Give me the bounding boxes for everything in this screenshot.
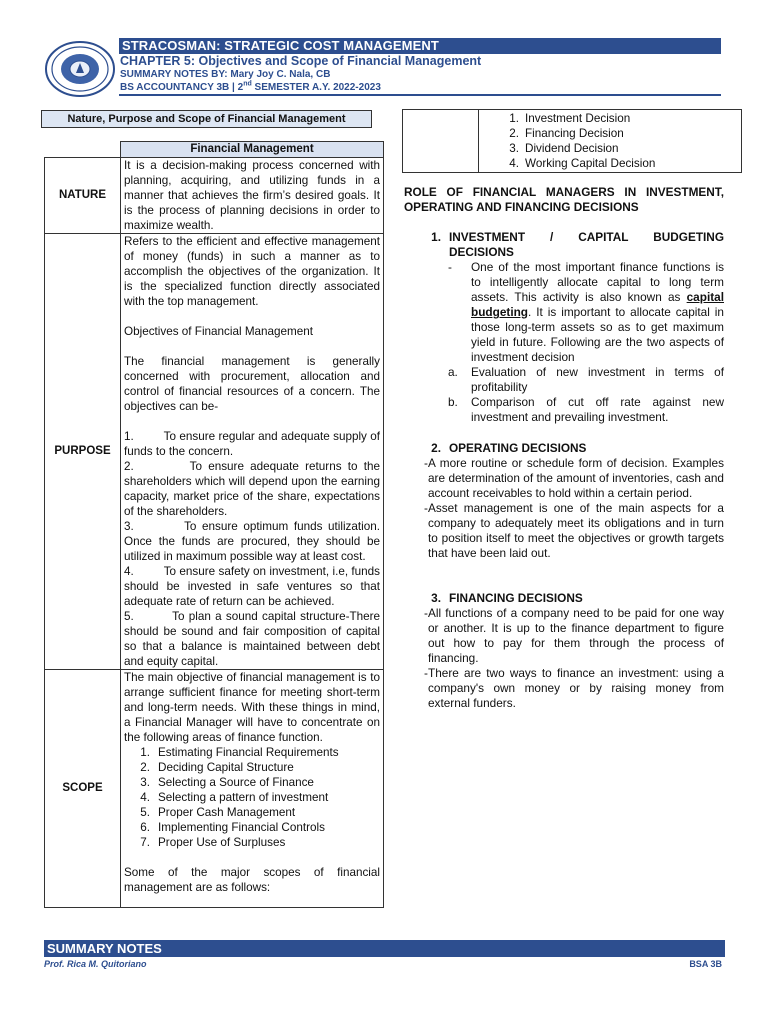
list-item: b. Comparison of cut off rate against new investment and prevailing investment.: [448, 395, 724, 424]
list-item: 6. Implementing Financial Controls: [140, 821, 325, 834]
scope-areas-list: [124, 745, 380, 850]
list-item: 7. Proper Use of Surpluses: [140, 836, 286, 849]
purpose-paragraph-1: Refers to the efficient and effective management of money (funds) in such a manner as to accomplish the objectives of the organization. It is the specialized function directly associated with the top management.: [124, 235, 380, 308]
list-item: 2. Deciding Capital Structure: [140, 761, 294, 774]
university-seal-logo: [44, 40, 116, 98]
decisions-blank-cell: [403, 110, 479, 173]
financial-management-table: [44, 141, 384, 908]
list-item: 3. To ensure optimum funds utilization. Once the funds are procured, they should be utilized in maximum possible way at least cost.: [124, 520, 380, 563]
table-row-purpose: [45, 234, 384, 670]
scope-intro: The main objective of financial management is to arrange sufficient finance for meeting short-term and long-term needs. With these things in mind, a Financial Manager will have to concentrate on the following areas of finance function.: [124, 671, 380, 744]
class-semester: [119, 81, 721, 96]
footer-bar: SUMMARY NOTES: [44, 940, 725, 957]
list-item: 1. Estimating Financial Requirements: [140, 746, 339, 759]
list-item: 5. Proper Cash Management: [140, 806, 296, 819]
investment-section: [404, 230, 724, 425]
list-item: 2. To ensure adequate returns to the shareholders which will depend upon the earning capacity, market price of the share, expectations of the shareholders.: [124, 460, 380, 518]
table-corner-cell: [45, 142, 121, 158]
table-row-scope: [45, 670, 384, 908]
table-heading: Financial Management: [121, 142, 384, 158]
purpose-paragraph-3: The financial management is generally concerned with procurement, allocation and control of financial resources of a concern. The objectives can be-: [124, 355, 380, 413]
list-item: a. Evaluation of new investment in terms of profitability: [448, 365, 724, 394]
scope-text: [121, 670, 384, 908]
financing-section: [404, 591, 724, 711]
chapter-title: CHAPTER 5: Objectives and Scope of Financial Management: [120, 54, 482, 68]
list-item: 1. To ensure regular and adequate supply of funds to the concern.: [124, 430, 380, 458]
row-label-scope: SCOPE: [45, 670, 121, 908]
list-item: 3. Dividend Decision: [509, 142, 619, 155]
nature-text: [121, 158, 384, 234]
list-item: 4. Selecting a pattern of investment: [140, 791, 329, 804]
scope-outro: Some of the major scopes of financial management are as follows:: [124, 866, 380, 894]
class-suffix: SEMESTER A.Y. 2022-2023: [251, 82, 381, 93]
list-item: 4. To ensure safety on investment, i.e, funds should be invested in safe ventures so that adequate rate of return can be achieved.: [124, 565, 381, 608]
list-item: 1. Investment Decision: [509, 112, 631, 125]
purpose-paragraph-2: Objectives of Financial Management: [124, 325, 314, 338]
list-item: - One of the most important finance functions is to intelligently allocate capital to long term assets. This activity is also known as capital budgeting. It is important to allocate capital in those long-term assets so as to get maximum yield in future. Following are the two aspects of investment decision: [448, 260, 724, 364]
decisions-list: [479, 110, 742, 173]
list-item: - A more routine or schedule form of decision. Examples are determination of the amount of inventories, cash and account receivables to hold within a certain period.: [424, 456, 724, 500]
table-row-nature: [45, 158, 384, 234]
list-item: 4. Working Capital Decision: [509, 157, 656, 170]
financing-title: 3. FINANCING DECISIONS: [431, 591, 583, 605]
row-label-purpose: PURPOSE: [45, 234, 121, 670]
row-label-nature: NATURE: [45, 158, 121, 234]
list-item: 5. To plan a sound capital structure-There should be sound and fair composition of capital so that a balance is maintained between debt and equity capital.: [124, 610, 380, 668]
operating-title: 2. OPERATING DECISIONS: [431, 441, 587, 455]
footer-class: BSA 3B: [689, 959, 722, 969]
course-title: STRACOSMAN: STRATEGIC COST MANAGEMENT: [119, 38, 721, 54]
role-heading: ROLE OF FINANCIAL MANAGERS IN INVESTMENT, OPERATING AND FINANCING DECISIONS: [404, 185, 724, 214]
section-heading-box: Nature, Purpose and Scope of Financial Management: [41, 110, 372, 128]
purpose-text: [121, 234, 384, 670]
list-item: 2. Financing Decision: [509, 127, 624, 140]
list-item: - There are two ways to finance an investment: using a company's own money or by raising money from external funders.: [424, 666, 724, 710]
footer-professor: Prof. Rica M. Quitoriano: [44, 959, 147, 969]
list-item: - All functions of a company need to be paid for one way or another. It is up to the finance department to figure out how to pay for them through the process of financing.: [424, 606, 724, 665]
document-header: [119, 38, 721, 96]
decisions-table: [402, 109, 742, 173]
investment-title: 1. INVESTMENT / CAPITAL BUDGETING DECISIONS: [431, 230, 724, 259]
class-superscript: nd: [243, 80, 252, 88]
list-item: - Asset management is one of the main aspects for a company to adequately meet its obligations and in turn to position itself to meet the objectives or growth targets that have been laid out.: [424, 501, 724, 560]
purpose-objectives-list: [124, 429, 380, 669]
capital-budgeting-term: capital budgeting: [471, 290, 724, 319]
nature-paragraph: It is a decision-making process concerned with planning, acquiring, and utilizing funds in a manner that achieves the firm’s desired goals. It is the process of planning decisions in order to maximize wealth.: [124, 159, 380, 232]
list-item: 3. Selecting a Source of Finance: [140, 776, 314, 789]
operating-section: [404, 441, 724, 561]
class-prefix: BS ACCOUNTANCY 3B | 2: [120, 82, 244, 93]
summary-author: SUMMARY NOTES BY: Mary Joy C. Nala, CB: [120, 69, 331, 80]
